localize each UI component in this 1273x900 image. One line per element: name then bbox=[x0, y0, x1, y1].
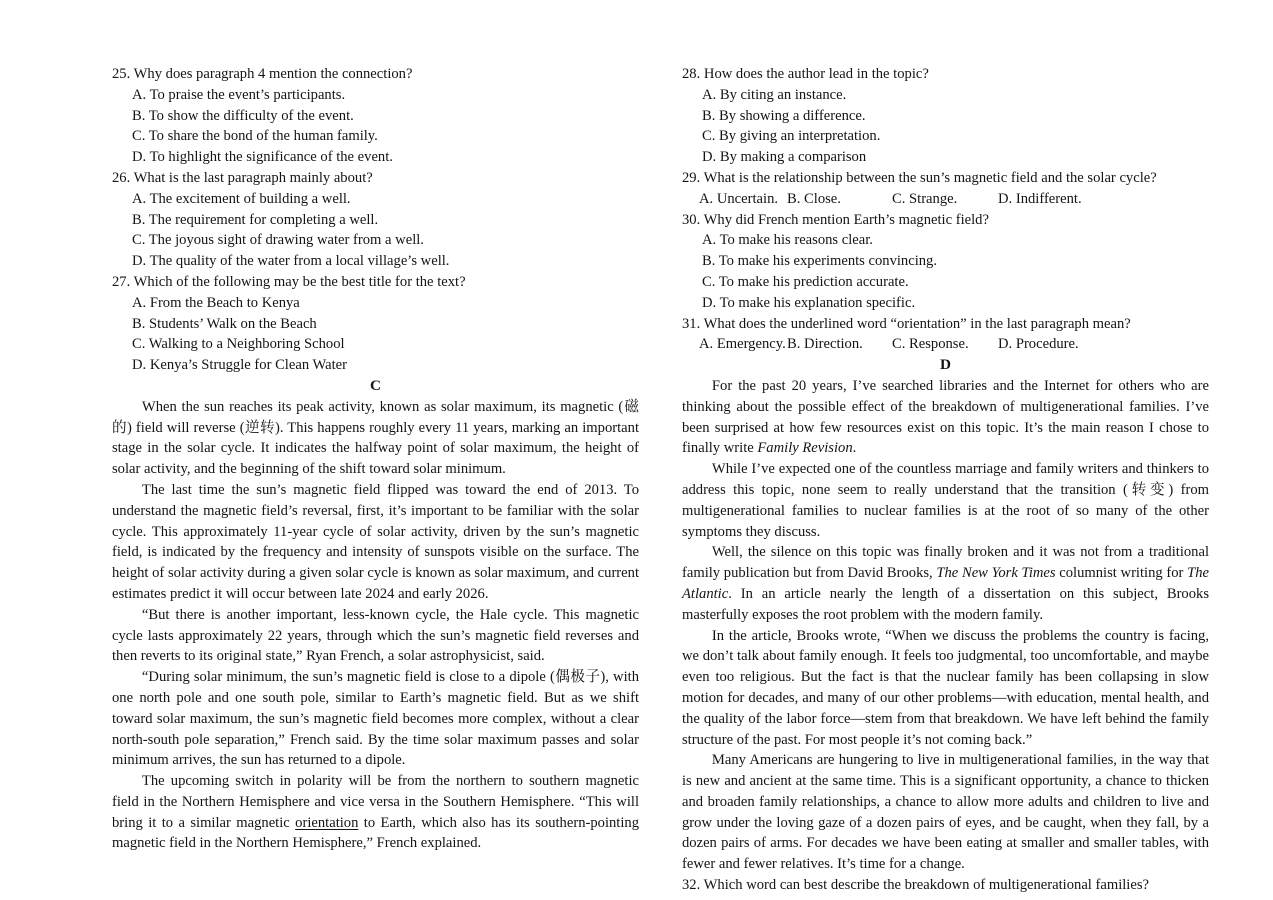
question-number: 28. bbox=[682, 66, 701, 82]
section-c-heading: C bbox=[370, 376, 381, 394]
section-d-heading: D bbox=[940, 356, 951, 374]
question-options-row bbox=[682, 334, 1209, 355]
question-stem bbox=[682, 64, 1209, 85]
question-29 bbox=[682, 168, 1209, 210]
question-option: D. Indifferent. bbox=[998, 190, 1082, 207]
passage-paragraph: In the article, Brooks wrote, “When we discuss the problems the country is facing, we don’t talk about family enough. It feels too judgmental, too uncomfortable, and maybe even too religious. But the fact is that the nuclear family has been collapsing in slow motion for decades, and many of our other problems—with education, mental health, and the quality of the labor force—stem from that breakdown. We have left behind the family structure of the past. For most people it’s not coming back.” bbox=[682, 627, 1209, 748]
question-option: D. The quality of the water from a local village’s well. bbox=[132, 253, 450, 270]
question-30 bbox=[682, 210, 1209, 314]
question-28 bbox=[682, 64, 1209, 168]
question-stem bbox=[682, 314, 1209, 335]
question-stem bbox=[112, 168, 639, 189]
question-number: 30. bbox=[682, 211, 701, 228]
question-number: 25. bbox=[112, 66, 131, 82]
question-26 bbox=[112, 168, 639, 272]
question-25 bbox=[112, 64, 639, 168]
question-option: D. To highlight the significance of the event. bbox=[132, 149, 393, 166]
question-option: C. The joyous sight of drawing water from a well. bbox=[132, 232, 424, 249]
passage-paragraph: “But there is another important, less-known cycle, the Hale cycle. This magnetic cycle lasts approximately 22 years, through which the sun’s magnetic field reverses and then reverts to its original state,” Ryan French, a solar astrophysicist, said. bbox=[112, 606, 639, 665]
question-number: 27. bbox=[112, 273, 131, 290]
question-option: A. From the Beach to Kenya bbox=[132, 294, 300, 311]
question-option: B. Direction. bbox=[787, 336, 863, 353]
passage-paragraph: The upcoming switch in polarity will be from the northern to southern magnetic field in the Northern Hemisphere and vice versa in the Southern Hemisphere. “This will bring it to a similar magnetic orientation to Earth, which also has its southern-pointing magnetic field in the Northern Hemisphere,” French explained. bbox=[112, 773, 639, 852]
question-option: B. To make his experiments convincing. bbox=[702, 253, 938, 270]
question-option: D. Procedure. bbox=[998, 336, 1079, 353]
passage-paragraph: When the sun reaches its peak activity, known as solar maximum, its magnetic (磁的) field will reverse (逆转). This happens roughly every 11 years, marking an important stage in the solar cycle. It indicates the halfway point of solar maximum, the height of solar activity, and the beginning of the shift toward solar minimum. bbox=[112, 398, 639, 478]
right-column bbox=[682, 64, 1209, 896]
question-number: 29. bbox=[682, 169, 701, 186]
question-options-row bbox=[682, 189, 1209, 210]
question-option: C. Strange. bbox=[892, 190, 958, 207]
question-stem bbox=[682, 168, 1209, 189]
question-option: D. By making a comparison bbox=[702, 149, 867, 166]
question-number: 26. bbox=[112, 169, 131, 186]
question-option: B. By showing a difference. bbox=[702, 107, 866, 124]
question-option: C. Walking to a Neighboring School bbox=[132, 336, 345, 353]
question-option: D. Kenya’s Struggle for Clean Water bbox=[132, 357, 347, 374]
question-stem-text: Which of the following may be the best title for the text? bbox=[133, 273, 466, 290]
passage-paragraph: For the past 20 years, I’ve searched libraries and the Internet for others who are thinking about the possible effect of the breakdown of multigenerational families. I’ve been surprised at how few resources exist on this topic. It’s the main reason I chose to finally write Family Revision. bbox=[682, 377, 1209, 457]
question-stem-text: What is the last paragraph mainly about? bbox=[133, 169, 373, 186]
question-stem bbox=[682, 210, 1209, 231]
question-option: C. By giving an interpretation. bbox=[702, 128, 881, 145]
question-option: A. To praise the event’s participants. bbox=[132, 86, 346, 103]
question-27 bbox=[112, 272, 639, 376]
question-stem bbox=[112, 64, 639, 85]
question-option: B. To show the difficulty of the event. bbox=[132, 107, 354, 124]
question-option: C. Response. bbox=[892, 336, 969, 353]
question-option: B. Close. bbox=[787, 190, 841, 207]
question-option: B. Students’ Walk on the Beach bbox=[132, 315, 317, 332]
question-stem-text: How does the author lead in the topic? bbox=[703, 66, 929, 82]
question-option: A. Emergency. bbox=[699, 336, 786, 353]
passage-paragraph: While I’ve expected one of the countless marriage and family writers and thinkers to address this topic, none seem to really understand that the transition (转变) from multigenerational families to nuclear families is at the root of so many of the other symptoms they discuss. bbox=[682, 461, 1209, 540]
question-31 bbox=[682, 314, 1209, 356]
passage-paragraph: “During solar minimum, the sun’s magnetic field is close to a dipole (偶极子), with one north pole and one south pole, similar to Earth’s magnetic field. But as we shift toward solar maximum, the sun’s magnetic field becomes more complex, without a clear north-south pole separation,” French said. By the time solar maximum passes and solar minimum arrives, the sun has returned to a dipole. bbox=[112, 669, 639, 769]
passage-paragraph: Many Americans are hungering to live in multigenerational families, in the way that is new and ancient at the same time. This is a significant opportunity, a chance to thicken and broaden family relationships, a chance to allow more adults and children to live and grow under the loving gaze of a dozen pairs of eyes, and be caught, when they fall, by a dozen pairs of arms. For decades we have been eating at smaller and smaller tables, with fewer and fewer relatives. It’s time for a change. bbox=[682, 752, 1209, 873]
question-option: C. To share the bond of the human family. bbox=[132, 128, 378, 145]
question-option: C. To make his prediction accurate. bbox=[702, 273, 909, 290]
question-stem-text: Which word can best describe the breakdown of multigenerational families? bbox=[703, 877, 1149, 894]
question-option: D. To make his explanation specific. bbox=[702, 294, 916, 311]
question-stem bbox=[112, 272, 639, 293]
question-option: B. The requirement for completing a well. bbox=[132, 211, 379, 228]
question-option: A. By citing an instance. bbox=[702, 86, 847, 103]
passage-paragraph: Well, the silence on this topic was finally broken and it was not from a traditional family publication but from David Brooks, The New York Times columnist writing for The Atlantic. In an article nearly the length of a dissertation on this subject, Brooks masterfully exposes the root problem with the modern family. bbox=[682, 544, 1209, 623]
passage-paragraph: The last time the sun’s magnetic field flipped was toward the end of 2013. To understand the magnetic field’s reversal, first, it’s important to be familiar with the solar cycle. This approximately 11-year cycle of solar activity, driven by the sun’s magnetic field, is indicated by the frequency and intensity of sunspots visible on the surface. The height of solar activity during a given solar cycle is known as solar maximum, and current estimates predict it will occur between late 2024 and early 2026. bbox=[112, 481, 639, 602]
question-number: 32. bbox=[682, 877, 701, 894]
question-stem-text: Why did French mention Earth’s magnetic field? bbox=[703, 211, 989, 228]
question-option: A. Uncertain. bbox=[699, 190, 779, 207]
question-number: 31. bbox=[682, 315, 701, 332]
left-column bbox=[112, 64, 639, 854]
question-32-stem bbox=[682, 875, 1209, 896]
question-option: A. The excitement of building a well. bbox=[132, 190, 351, 207]
question-stem-text: What does the underlined word “orientation” in the last paragraph mean? bbox=[703, 315, 1131, 332]
question-stem-text: Why does paragraph 4 mention the connection? bbox=[133, 66, 413, 82]
question-stem-text: What is the relationship between the sun’s magnetic field and the solar cycle? bbox=[703, 169, 1157, 186]
question-option: A. To make his reasons clear. bbox=[702, 232, 873, 249]
